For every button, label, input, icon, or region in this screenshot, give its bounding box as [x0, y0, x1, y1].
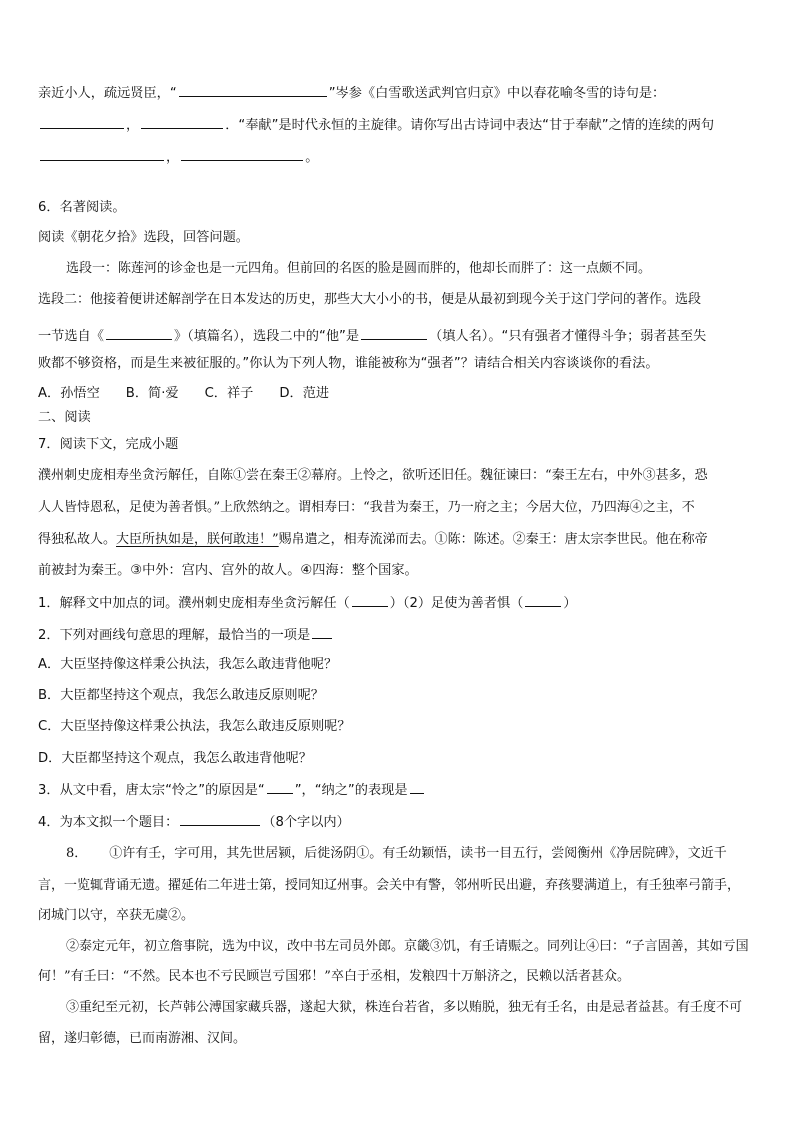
- answer-blank[interactable]: [361, 326, 427, 340]
- option-b[interactable]: B．简·爱: [125, 386, 179, 401]
- q7-option-c[interactable]: C．大臣坚持像这样秉公执法，我怎么敢违反原则呢？: [38, 719, 351, 734]
- answer-blank[interactable]: [525, 593, 561, 607]
- answer-blank[interactable]: [40, 147, 164, 161]
- q7-title: 7．阅读下文，完成小题: [38, 437, 179, 452]
- option-a[interactable]: A．孙悟空: [38, 386, 100, 401]
- q6-title: 6．名著阅读。: [38, 200, 126, 215]
- q8-line-6: ③重纪至元初，长芦韩公溥国家藏兵器，遂起大狱，株连台若省，多以贿脱，独无有壬名，由是忌者益甚。有壬度不可: [66, 1000, 743, 1015]
- q7-passage-line-2: 人人皆恃恩私，足使为善者惧。”上欣然纳之。谓相寿曰：“我昔为秦王，乃一府之主；今居大位，乃四海④之主，不: [38, 500, 695, 515]
- answer-blank[interactable]: [180, 812, 260, 826]
- q5-line-3: ， 。: [38, 147, 318, 167]
- option-c[interactable]: C．祥子: [204, 386, 254, 401]
- answer-blank[interactable]: [410, 780, 424, 794]
- answer-blank[interactable]: [179, 83, 327, 97]
- q8-line-2: 言，一览辄背诵无遗。擢延佑二年进士第，授同知辽州事。会关中有警，邻州听民出避，弃孩婴满道上，有壬独率弓箭手，: [38, 878, 741, 893]
- q6-question-line-2: 败都不够资格，而是生来被征服的。”你认为下列人物，谁能被称为“强者”？请结合相关内容谈谈你的看法。: [38, 356, 659, 371]
- answer-blank[interactable]: [181, 147, 303, 161]
- q8-line-5: 何！”有壬曰：“不然。民本也不亏民顾岂亏国邪！”卒白于丞相，发粮四十万斛济之，民赖以活者甚众。: [38, 969, 630, 984]
- q8-line-1: 8． ①许有壬，字可用，其先世居颍，后徙汤阴①。有壬幼颖悟，读书一目五行，尝阅衡州《净居院碑》，文近千: [66, 846, 727, 861]
- q7-sub-3: 3．从文中看，唐太宗“怜之”的原因是“ ”，“纳之”的表现是: [38, 780, 426, 800]
- q5-line-2: ， ．“奉献”是时代永恒的主旋律。请你写出古诗词中表达“甘于奉献”之情的连续的两句: [38, 115, 714, 135]
- q7-option-a[interactable]: A．大臣坚持像这样秉公执法，我怎么敢违背他呢？: [38, 657, 338, 672]
- answer-blank[interactable]: [40, 115, 124, 129]
- q7-passage-line-1: 濮州刺史庞相寿坐贪污解任，自陈①尝在秦王②幕府。上怜之，欲听还旧任。魏征谏曰：“秦王左右，中外③甚多，恐: [38, 468, 708, 483]
- q6-excerpt-2: 选段二：他接着便讲述解剖学在日本发达的历史，那些大大小小的书，便是从最初到现今关于这门学问的著作。选段: [38, 292, 702, 307]
- answer-blank[interactable]: [106, 326, 172, 340]
- answer-blank[interactable]: [267, 780, 293, 794]
- q7-sub-1: 1．解释文中加点的词。濮州刺史庞相寿坐贪污解任（ ）（2）足使为善者惧（ ）: [38, 593, 577, 613]
- q5-line-1: 亲近小人，疏远贤臣，“ ”岑参《白雪歌送武判官归京》中以春花喻冬雪的诗句是：: [38, 83, 665, 103]
- q7-passage-line-4: 前被封为秦王。③中外：宫内、宫外的故人。④四海：整个国家。: [38, 563, 418, 578]
- q6-question-line-1: 一节选自《 》（填篇名），选段二中的“他”是 （填人名）。“只有强者才懂得斗争；弱者甚至失: [38, 326, 706, 346]
- q7-sub-2: 2．下列对画线句意思的理解，最恰当的一项是: [38, 625, 334, 645]
- q7-option-b[interactable]: B．大臣都坚持这个观点，我怎么敢违反原则呢？: [38, 688, 324, 703]
- q7-passage-line-3: 得独私故人。大臣所执如是，朕何敢违！”赐帛遣之，相寿流涕而去。①陈：陈述。②秦王：唐太宗李世民。他在称帝: [38, 532, 708, 547]
- underlined-sentence: 大臣所执如是，朕何敢违！”: [116, 532, 279, 547]
- section-heading: 二、阅读: [38, 410, 91, 425]
- answer-blank[interactable]: [141, 115, 223, 129]
- q6-intro: 阅读《朝花夕拾》选段，回答问题。: [38, 230, 249, 245]
- answer-blank[interactable]: [312, 625, 332, 639]
- answer-blank[interactable]: [352, 593, 388, 607]
- q8-line-4: ②泰定元年，初立詹事院，选为中议，改中书左司员外郎。京畿③饥，有壬请赈之。同列让④曰：“子言固善，其如亏国: [66, 939, 749, 954]
- q8-line-3: 闭城门以守，卒获无虞②。: [38, 908, 195, 923]
- q7-sub-4: 4．为本文拟一个题目： （8个字以内）: [38, 812, 350, 832]
- q8-line-7: 留，遂归彰德，已而南游湘、汉间。: [38, 1031, 247, 1046]
- q7-option-d[interactable]: D．大臣都坚持这个观点，我怎么敢违背他呢？: [38, 751, 312, 766]
- q6-options: [38, 385, 355, 403]
- option-d[interactable]: D．范进: [279, 386, 330, 401]
- q6-excerpt-1: 选段一：陈莲河的诊金也是一元四角。但前回的名医的脸是圆而胖的，他却长而胖了：这一点颇不同。: [66, 261, 652, 276]
